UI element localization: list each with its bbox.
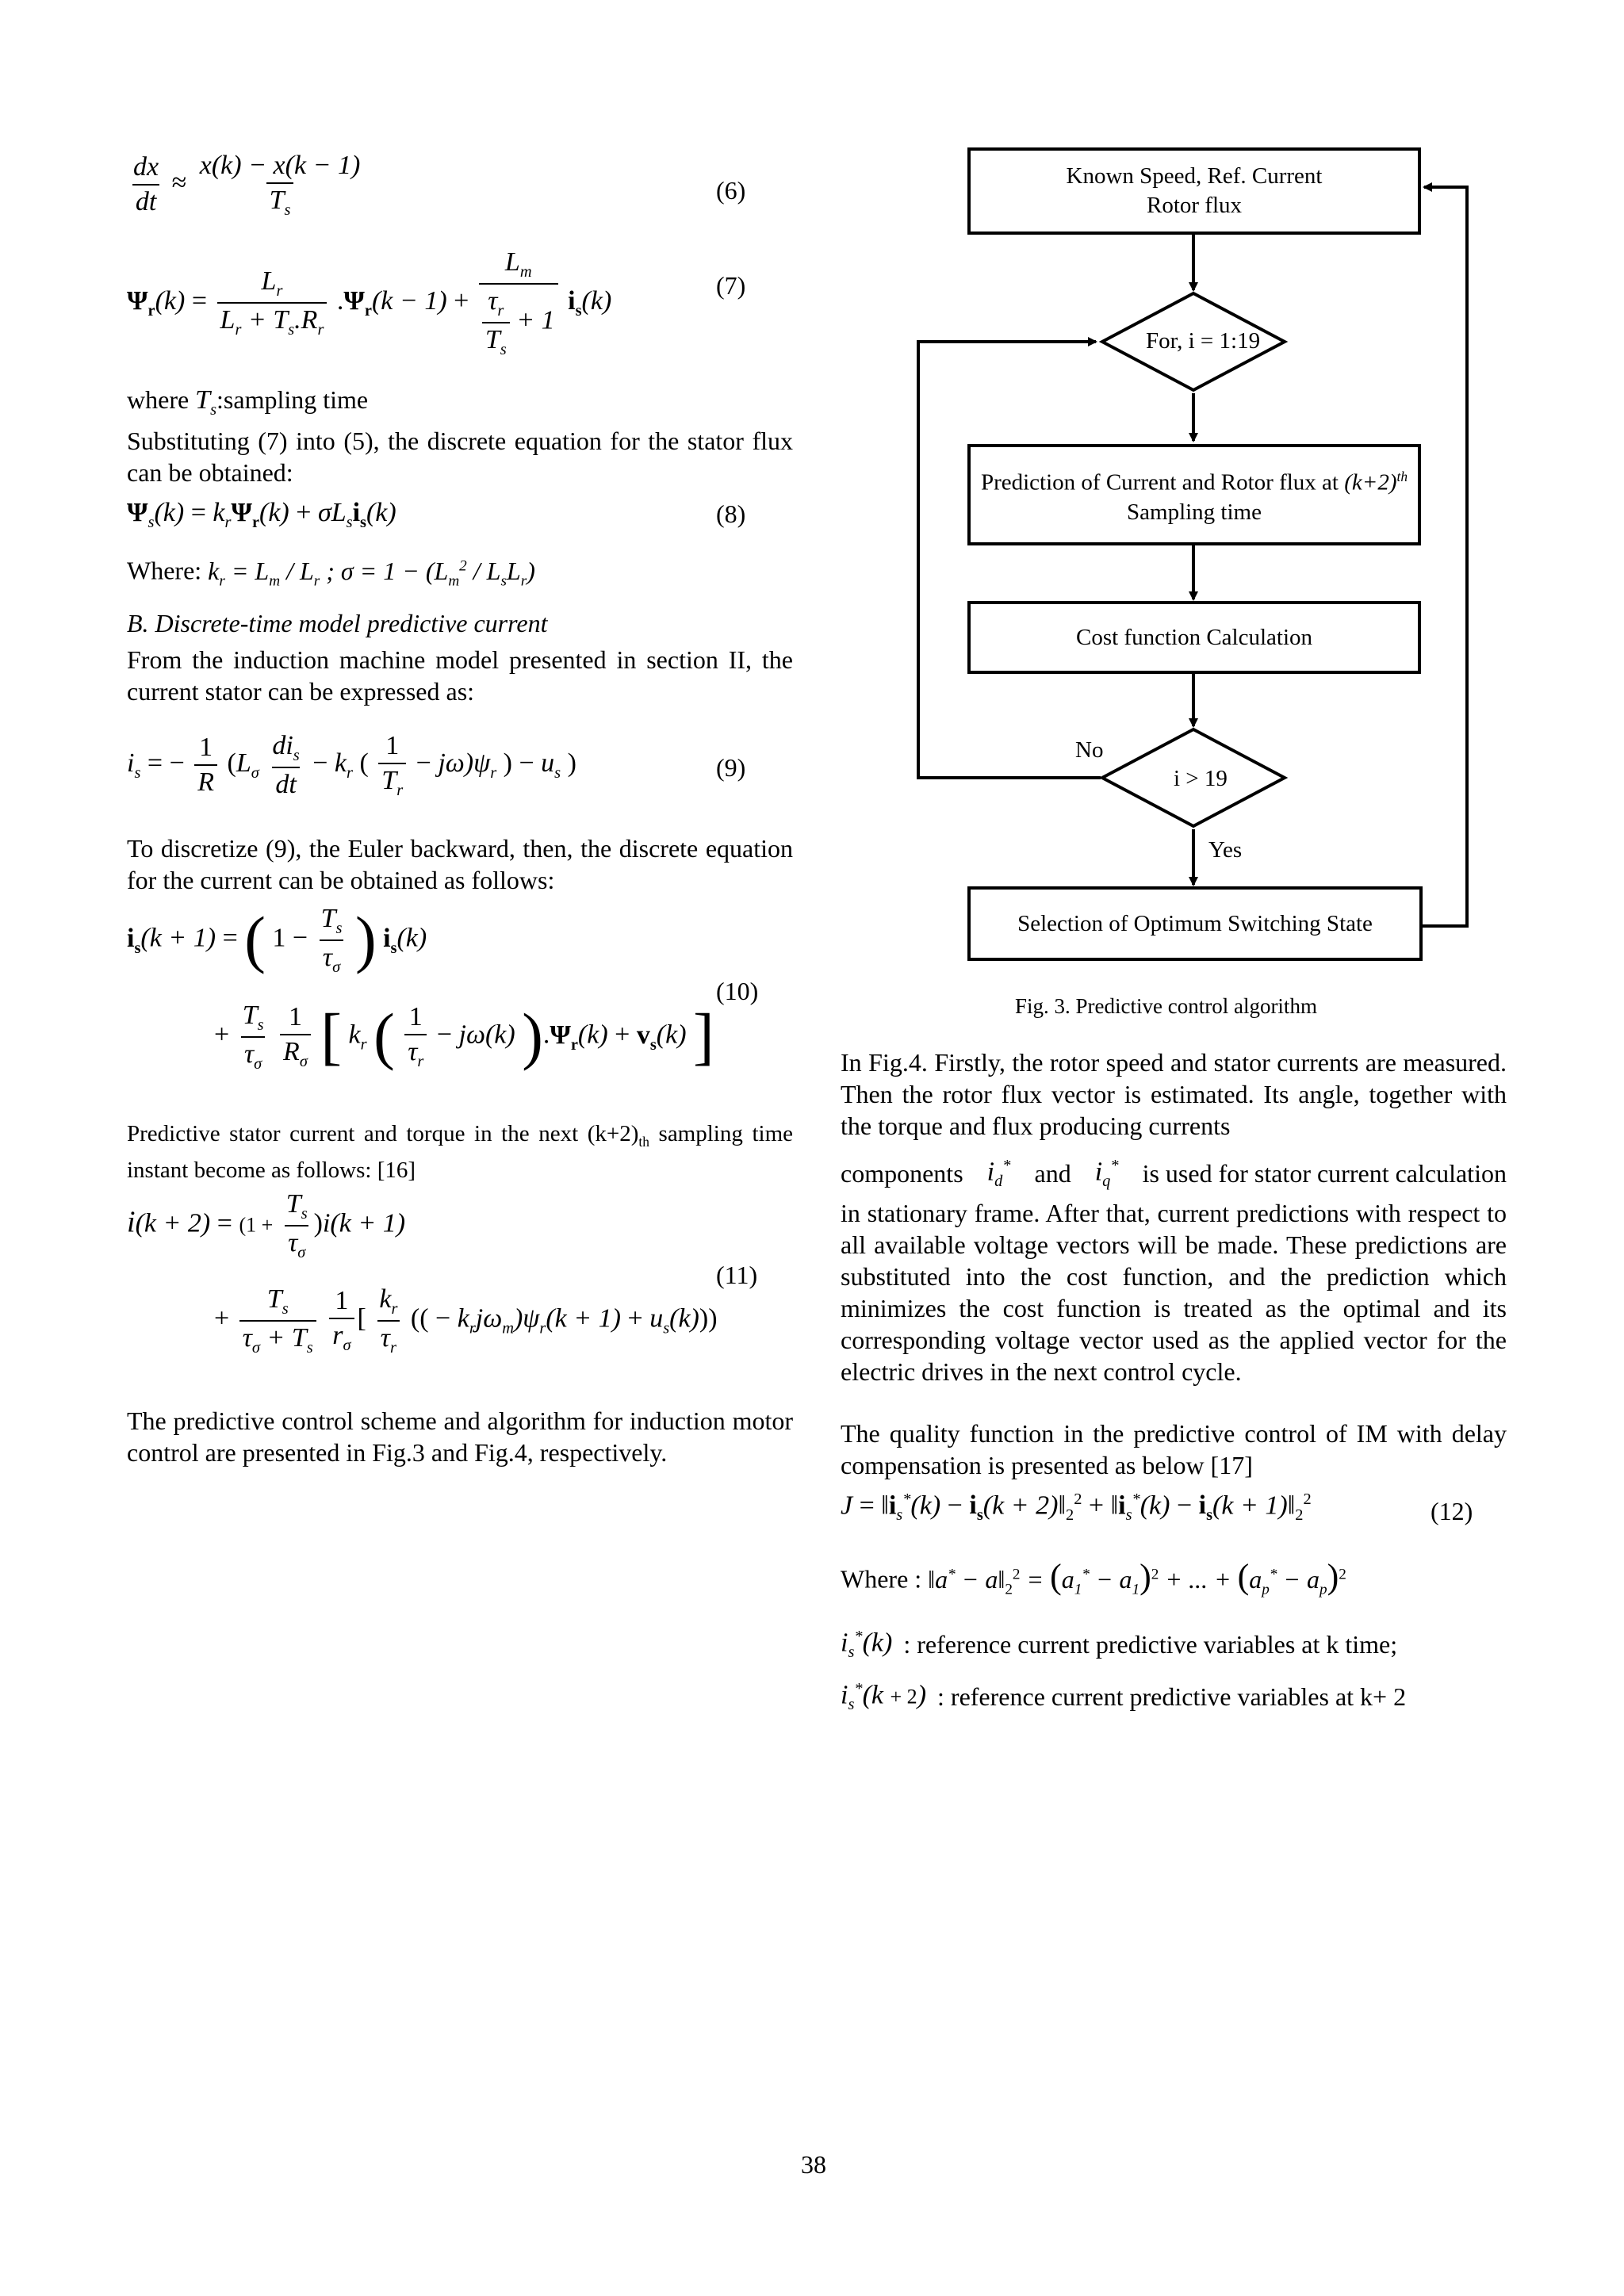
box2-sup: th (1396, 469, 1408, 485)
eq-number-9: (9) (716, 753, 746, 782)
box2-italic: (k+2) (1344, 469, 1397, 496)
eq-number-12: (12) (1431, 1497, 1473, 1525)
flow-box-known-speed: Known Speed, Ref. Current Rotor flux (967, 147, 1421, 235)
section-heading-b: B. Discrete-time model predictive current (127, 609, 548, 637)
flow-decision-for-label: For, i = 1:19 (1146, 328, 1261, 354)
eq-number-7: (7) (716, 271, 746, 300)
equation-10-line1: $i_s(k + 1)$ = ( 1 − $\frac{T_s}{\tau_\sigma}$ ) $i_s(k)$ (127, 904, 427, 976)
page-number: 38 (801, 2150, 826, 2179)
equation-7: $\Psi_r(k)$ = $\frac{L_r}{L_r + T_s.R_r}$ $.\Psi_r(k - 1)$ + $L_m$ $\frac{\tau_r}{T_s}$ + 1 $i_s(k)$ (127, 247, 612, 358)
para4-a: Predictive stator current and torque in the next (k+2) (127, 1121, 639, 1146)
eq-number-6: (6) (716, 176, 746, 205)
equation-11-line2: + $\frac{T_s}{\tau_\sigma + T_s}$ $\frac{1}{r_\sigma}$ [ $\frac{k_r}{\tau_r}$ (( − $k_rj\omega_m)\psi_r(k + 1) + u_s(k)$)) (214, 1284, 718, 1357)
where-ts-line: where $T_s:sampling$ time (127, 385, 369, 419)
where2-label: Where: (127, 556, 202, 585)
equation-9: $i_s$ = − $\frac{1}{R}$ ($L_\sigma$ $\frac{di_s}{dt}$ − $k_r$ ( $\frac{1}{T_r}$ − $j\omega)\psi_r$ ) − $u_s$ ) (127, 731, 576, 799)
paragraph-substituting: Substituting (7) into (5), the discrete equation for the stator flux can be obtained: (127, 427, 793, 487)
where-label-right: Where : (841, 1564, 922, 1594)
equation-6: $\frac{dx}{dt}$ ≈ $\frac{x(k) - x(k - 1)}{T_s}$ (133, 151, 361, 219)
box2-text-a: Prediction of Current and Rotor flux at (980, 469, 1345, 496)
equation-11-line1: i(k + 2) = (1 + $\frac{T_s}{\tau_\sigma}$ )i(k + 1) (127, 1189, 406, 1261)
components-and: and (1034, 1159, 1071, 1188)
paragraph-discretize: To discretize (9), the Euler backward, then, the discrete equation for the current can be obtained as follows: (127, 834, 793, 894)
eq-number-11: (11) (716, 1261, 758, 1289)
flow-no-label: No (1075, 737, 1104, 763)
eq-number-8: (8) (716, 499, 746, 528)
paragraph-induction-model: From the induction machine model presented in section II, the current stator can be expressed as: (127, 645, 793, 706)
components-word: components (841, 1159, 963, 1188)
paragraph-stationary-frame: in stationary frame. After that, current predictions with respect to all available voltage vectors will be made. These predictions are substituted into the cost function, and the prediction which minimizes the cost function is treated as the optimal and its corresponding voltage vector used as the applied vector for the electric drives in the next control cycle. (841, 1199, 1507, 1386)
flow-box-cost-function: Cost function Calculation (967, 601, 1421, 674)
components-line: components $i_d^*$ and $i_q^*$ is used for stator current calculation (841, 1157, 1507, 1191)
para4-th: th (638, 1133, 649, 1150)
equation-12: $J = ‖i_s^*(k) - i_s(k$ + $2)‖_2^2$ + $‖i_s^*(k) - i_s(k$ + $1)‖_2^2$ (841, 1490, 1312, 1525)
where-ts-text: :sampling time (216, 385, 369, 414)
flowchart-connectors (872, 119, 1570, 1007)
paragraph-quality-function: The quality function in the predictive control of IM with delay compensation is presented as below [17] (841, 1419, 1507, 1479)
paragraph-fig4-intro: In Fig.4. Firstly, the rotor speed and stator currents are measured. Then the rotor flux vector is estimated. Its angle, together with the torque and flux producing currents (841, 1048, 1507, 1140)
figure-caption: Fig. 3. Predictive control algorithm (1015, 994, 1317, 1018)
flow-box-selection: Selection of Optimum Switching State (967, 886, 1423, 961)
where-kr-line: Where: $k_r = L_m / L_r$ ; $\sigma = 1 - (L_m^2 / L_sL_r)$ (127, 556, 535, 590)
def1-text: : reference current predictive variables at k time; (903, 1630, 1398, 1659)
flow-decision-i-gt-19: i > 19 (1174, 766, 1228, 791)
equation-10-line2: + $\frac{T_s}{\tau_\sigma}$ $\frac{1}{R_\sigma}$ [ $k_r$ ( $\frac{1}{\tau_r}$ − jω(k) )$.\Psi_r(k) + v_s(k)$ ] (214, 1001, 714, 1073)
eq-number-10: (10) (716, 977, 759, 1005)
flow-box-prediction (967, 444, 1421, 545)
where-word: where (127, 385, 190, 414)
equation-8: $\Psi_s(k) = k_r\Psi_r(k) + \sigma L_si_s(k)$ (127, 498, 396, 531)
where-norm-line: Where : ‖a* − $a‖_2^2 = (a_1^* - a_1)^2$ + ... + $(a_p^* - a_p)^2$ (841, 1556, 1346, 1598)
def2-text: : reference current predictive variables at k+ 2 (937, 1682, 1407, 1712)
definition-is-k2: $i_s^*(k + 2)$ : reference current predictive variables at k+ 2 (841, 1673, 1507, 1720)
para4-b: sampling time instant become as follows: [16] (127, 1121, 793, 1183)
box2-text-b: Sampling time (1127, 499, 1262, 525)
definition-is-k: $i_s^*(k)$ : reference current predictive variables at k time; (841, 1621, 1507, 1668)
paragraph-predictive-stator (127, 1119, 793, 1184)
paragraph-control-scheme: The predictive control scheme and algorithm for induction motor control are presented in Fig.3 and Fig.4, respectively. (127, 1406, 793, 1467)
components-rest: is used for stator current calculation (1142, 1159, 1507, 1188)
flow-yes-label: Yes (1208, 837, 1243, 863)
